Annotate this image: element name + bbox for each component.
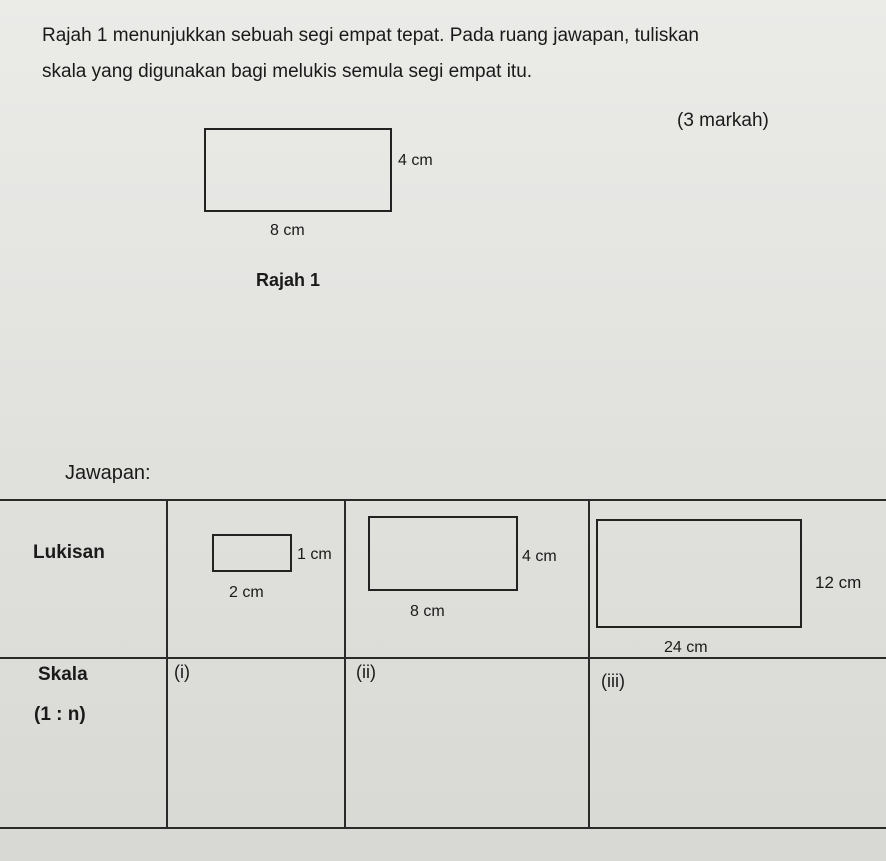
question-text (42, 18, 842, 90)
part-label-iii: (iii) (601, 671, 625, 691)
figure-rectangle (204, 128, 392, 212)
drawing-1-height-label: 1 cm (297, 546, 332, 563)
answer-space-ii[interactable] (348, 690, 584, 822)
drawing-rectangle-1 (212, 534, 292, 572)
table-divider-3 (588, 499, 590, 829)
drawing-2-width-label: 8 cm (410, 603, 445, 620)
part-label-i: (i) (174, 662, 190, 682)
part-label-ii: (ii) (356, 662, 376, 682)
drawing-3-width-label: 24 cm (664, 639, 708, 656)
row-label-lukisan: Lukisan (33, 542, 105, 563)
drawing-2-height-label: 4 cm (522, 548, 557, 565)
drawing-rectangle-3 (596, 519, 802, 628)
drawing-3-height-label: 12 cm (815, 573, 862, 592)
answer-space-iii[interactable] (592, 700, 882, 822)
table-middle-border (0, 657, 886, 659)
row-label-ratio: (1 : n) (34, 704, 86, 725)
drawing-rectangle-2 (368, 516, 518, 591)
marks-label: (3 markah) (677, 110, 769, 131)
question-line-2: skala yang digunakan bagi melukis semula segi empat itu. (42, 61, 533, 82)
table-divider-1 (166, 499, 168, 829)
answer-space-i[interactable] (170, 690, 340, 822)
table-bottom-border (0, 827, 886, 829)
answer-heading: Jawapan: (65, 462, 151, 484)
table-top-border (0, 499, 886, 501)
row-label-skala: Skala (38, 664, 88, 685)
drawing-1-width-label: 2 cm (229, 584, 264, 601)
figure-height-label: 4 cm (398, 152, 433, 169)
table-divider-2 (344, 499, 346, 829)
figure-width-label: 8 cm (270, 222, 305, 239)
question-line-1: Rajah 1 menunjukkan sebuah segi empat tepat. Pada ruang jawapan, tuliskan (42, 25, 699, 46)
figure-caption: Rajah 1 (256, 270, 321, 290)
